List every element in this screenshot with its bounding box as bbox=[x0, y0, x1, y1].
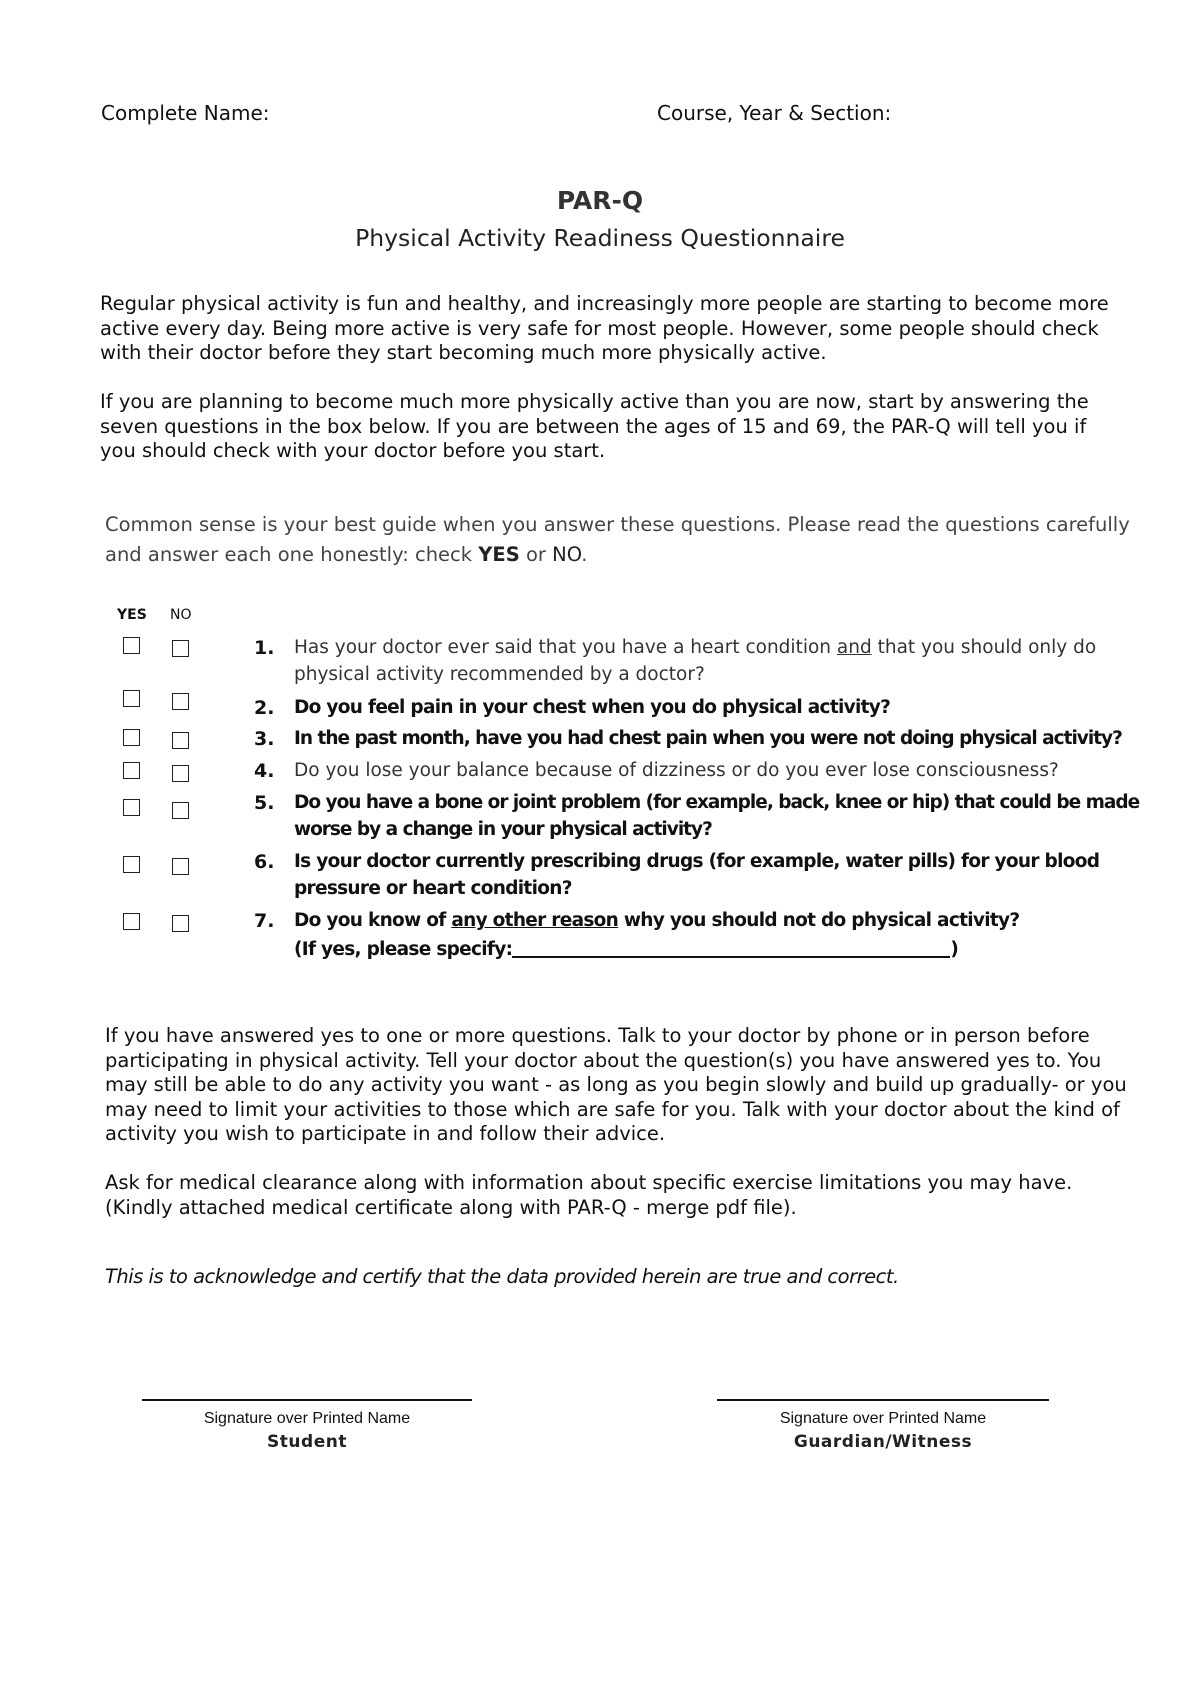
q5-no-checkbox[interactable] bbox=[172, 802, 189, 819]
q7-text: Do you know of any other reason why you should not do physical activity? (If yes, please specify: ) bbox=[294, 910, 1020, 960]
guidance-line: Common sense is your best guide when you answer these questions. Please read the questions carefully bbox=[105, 513, 1130, 536]
student-signature-line[interactable] bbox=[142, 1399, 472, 1401]
q7-no-checkbox[interactable] bbox=[172, 915, 189, 932]
q4-yes-checkbox[interactable] bbox=[123, 762, 140, 779]
guardian-role-label: Guardian/Witness bbox=[793, 1432, 973, 1452]
q6-number: 6. bbox=[254, 851, 275, 873]
q4-number: 4. bbox=[254, 760, 275, 782]
instructions-line: If you are planning to become much more physically active than you are now, start by answering the bbox=[100, 390, 1089, 413]
q7-number: 7. bbox=[254, 910, 275, 932]
advice-line: may need to limit your activities to those which are safe for you. Talk with your doctor about the kind of bbox=[105, 1097, 1120, 1121]
q2-number: 2. bbox=[254, 697, 275, 719]
intro-line: active every day. Being more active is very safe for most people. However, some people should check bbox=[100, 316, 1099, 340]
q3-yes-checkbox[interactable] bbox=[123, 729, 140, 746]
course-year-section-label: Course, Year & Section: bbox=[657, 101, 892, 125]
q2-text: Do you feel pain in your chest when you do physical activity? bbox=[294, 697, 891, 718]
advice-line: participating in physical activity. Tell your doctor about the question(s) you have answered yes to. You bbox=[105, 1048, 1102, 1072]
q1-no-checkbox[interactable] bbox=[172, 640, 189, 657]
guardian-signature-caption: Signature over Printed Name bbox=[779, 1410, 987, 1427]
instructions-line: seven questions in the box below. If you are between the ages of 15 and 69, the PAR-Q will tell you if bbox=[100, 414, 1087, 438]
q5-yes-checkbox[interactable] bbox=[123, 799, 140, 816]
no-column-header: NO bbox=[170, 607, 192, 623]
advice-line: activity you wish to participate in and follow their advice. bbox=[105, 1122, 666, 1146]
q2-yes-checkbox[interactable] bbox=[123, 690, 140, 707]
yes-column-header: YES bbox=[117, 607, 147, 623]
page-subtitle: Physical Activity Readiness Questionnaire bbox=[355, 224, 845, 252]
q3-text: In the past month, have you had chest pain when you were not doing physical activity? bbox=[294, 728, 1122, 749]
clearance-line: (Kindly attached medical certificate along with PAR-Q - merge pdf file). bbox=[105, 1195, 797, 1219]
clearance-paragraph bbox=[105, 1171, 1125, 1220]
intro-line: with their doctor before they start becoming much more physically active. bbox=[100, 341, 827, 365]
complete-name-label: Complete Name: bbox=[101, 101, 270, 125]
instructions-line: you should check with your doctor before you start. bbox=[100, 439, 606, 463]
specify-reason-field[interactable] bbox=[512, 934, 950, 958]
q3-number: 3. bbox=[254, 728, 275, 750]
advice-paragraph bbox=[105, 1024, 1125, 1147]
q2-no-checkbox[interactable] bbox=[172, 693, 189, 710]
q1-number: 1. bbox=[254, 637, 275, 659]
q6-yes-checkbox[interactable] bbox=[123, 856, 140, 873]
q4-no-checkbox[interactable] bbox=[172, 765, 189, 782]
instructions-paragraph bbox=[100, 390, 1120, 464]
q5-text: Do you have a bone or joint problem (for example, back, knee or hip) that could be made worse by a change in your physical activity? bbox=[294, 792, 1140, 840]
advice-line: If you have answered yes to one or more questions. Talk to your doctor by phone or in person before bbox=[105, 1024, 1090, 1047]
q6-text: Is your doctor currently prescribing drugs (for example, water pills) for your blood pressure or heart condition? bbox=[294, 851, 1100, 899]
guardian-signature-line[interactable] bbox=[717, 1399, 1049, 1401]
guidance-line: and answer each one honestly: check YES or NO. bbox=[105, 543, 588, 566]
student-signature-caption: Signature over Printed Name bbox=[203, 1410, 411, 1427]
q1-yes-checkbox[interactable] bbox=[123, 637, 140, 654]
advice-line: may still be able to do any activity you want - as long as you begin slowly and build up gradually- or you bbox=[105, 1073, 1127, 1097]
page-title: PAR-Q bbox=[556, 186, 644, 215]
q3-no-checkbox[interactable] bbox=[172, 732, 189, 749]
q1-text: Has your doctor ever said that you have a heart condition and that you should only do physical activity recommended by a doctor? bbox=[294, 637, 1097, 685]
q6-no-checkbox[interactable] bbox=[172, 858, 189, 875]
guidance-paragraph bbox=[105, 510, 1130, 570]
student-role-label: Student bbox=[267, 1432, 347, 1452]
q5-number: 5. bbox=[254, 792, 275, 814]
intro-line: Regular physical activity is fun and healthy, and increasingly more people are starting to become more bbox=[100, 292, 1109, 315]
certification-statement: This is to acknowledge and certify that the data provided herein are true and correct. bbox=[105, 1265, 899, 1288]
q7-yes-checkbox[interactable] bbox=[123, 913, 140, 930]
q4-text: Do you lose your balance because of dizziness or do you ever lose consciousness? bbox=[294, 760, 1059, 781]
intro-paragraph bbox=[100, 292, 1120, 366]
clearance-line: Ask for medical clearance along with information about specific exercise limitations you may have. bbox=[105, 1171, 1073, 1194]
